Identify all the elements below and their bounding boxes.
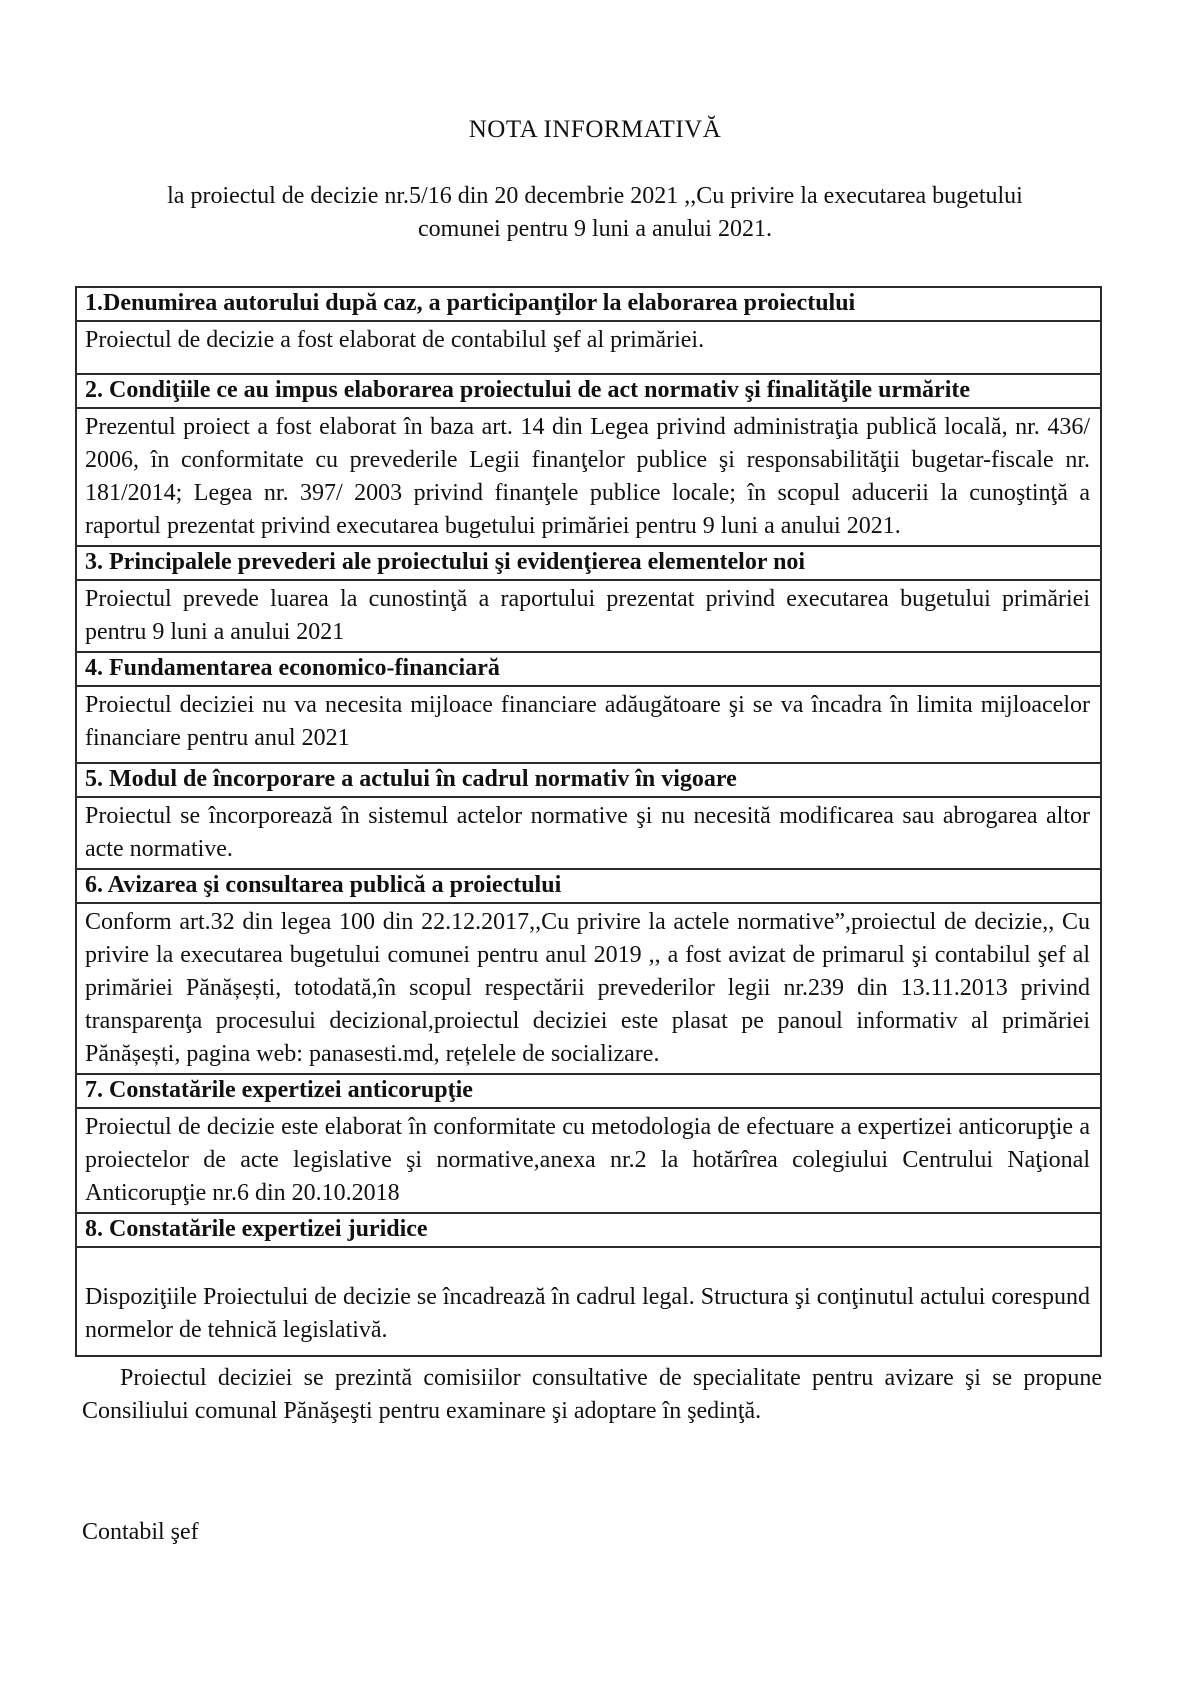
table-row	[76, 797, 1101, 869]
document-title: NOTA INFORMATIVĂ	[468, 116, 722, 143]
section-2-heading: 2. Condiţiile ce au impus elaborarea proiectului de act normativ şi finalităţile urmărite	[76, 374, 1101, 408]
section-7-heading: 7. Constatările expertizei anticorupţie	[76, 1074, 1101, 1108]
table-row	[76, 287, 1101, 321]
section-8-heading: 8. Constatările expertizei juridice	[76, 1213, 1101, 1247]
table-row	[76, 408, 1101, 546]
section-8-body: Dispoziţiile Proiectului de decizie se încadrează în cadrul legal. Structura şi conţinutul actului corespund normelor de tehnică legislativă.	[76, 1247, 1101, 1356]
section-4-body: Proiectul deciziei nu va necesita mijloace financiare adăugătoare şi se va încadra în limita mijloacelor financiare pentru anul 2021	[76, 686, 1101, 763]
table-row	[76, 1108, 1101, 1213]
closing-paragraph: Proiectul deciziei se prezintă comisiilor consultative de specialitate pentru avizare şi se propune Consiliului comunal Pănăşeşti pentru examinare şi adoptare în şedinţă.	[82, 1365, 1102, 1424]
subtitle-line-2: comunei pentru 9 luni a anului 2021.	[418, 216, 772, 242]
table-row	[76, 1074, 1101, 1108]
section-4-heading: 4. Fundamentarea economico-financiară	[76, 652, 1101, 686]
document-subtitle	[0, 180, 1190, 246]
table-row	[76, 580, 1101, 652]
section-1-heading: 1.Denumirea autorului după caz, a participanţilor la elaborarea proiectului	[76, 287, 1101, 321]
section-2-body: Prezentul proiect a fost elaborat în baza art. 14 din Legea privind administraţia publică locală, nr. 436/ 2006, în conformitate cu prevederile Legii finanţelor publice şi responsabilităţii bugetar-fiscale nr. 181/2014; Legea nr. 397/ 2003 privind finanţele publice locale; în scopul aducerii la cunoştinţă a raportul prezentat privind executarea bugetului primăriei pentru 9 luni a anului 2021.	[76, 408, 1101, 546]
table-row	[76, 374, 1101, 408]
section-3-heading: 3. Principalele prevederi ale proiectului şi evidenţierea elementelor noi	[76, 546, 1101, 580]
table-row	[76, 903, 1101, 1074]
subtitle-line-1: la proiectul de decizie nr.5/16 din 20 decembrie 2021 ,,Cu privire la executarea bugetului	[167, 183, 1023, 209]
section-5-body: Proiectul se încorporează în sistemul actelor normative şi nu necesită modificarea sau abrogarea altor acte normative.	[76, 797, 1101, 869]
section-5-heading: 5. Modul de încorporare a actului în cadrul normativ în vigoare	[76, 763, 1101, 797]
table-row	[76, 1247, 1101, 1356]
informative-note-table	[75, 286, 1102, 1357]
table-row	[76, 546, 1101, 580]
table-row	[76, 321, 1101, 374]
table-row	[76, 763, 1101, 797]
section-1-body: Proiectul de decizie a fost elaborat de contabilul şef al primăriei.	[76, 321, 1101, 374]
signature-line: Contabil şef	[82, 1519, 199, 1545]
section-6-body: Conform art.32 din legea 100 din 22.12.2017,,Cu privire la actele normative”,proiectul de decizie,, Cu privire la executarea bugetului comunei pentru anul 2019 ,, a fost avizat de primarul şi contabilul şef al primăriei Pănășești, totodată,în scopul respectării prevederilor legii nr.239 din 13.11.2013 privind transparenţa procesului decizional,proiectul deciziei este plasat pe panoul informativ al primăriei Pănășești, pagina web: panasesti.md, rețelele de socializare.	[76, 903, 1101, 1074]
table-row	[76, 1213, 1101, 1247]
section-7-body: Proiectul de decizie este elaborat în conformitate cu metodologia de efectuare a expertizei anticorupţie a proiectelor de acte legislative şi normative,anexa nr.2 la hotărîrea colegiului Centrului Naţional Anticorupţie nr.6 din 20.10.2018	[76, 1108, 1101, 1213]
section-6-heading: 6. Avizarea şi consultarea publică a proiectului	[76, 869, 1101, 903]
table-row	[76, 686, 1101, 763]
table-row	[76, 652, 1101, 686]
section-3-body: Proiectul prevede luarea la cunostinţă a raportului prezentat privind executarea bugetului primăriei pentru 9 luni a anului 2021	[76, 580, 1101, 652]
table-row	[76, 869, 1101, 903]
